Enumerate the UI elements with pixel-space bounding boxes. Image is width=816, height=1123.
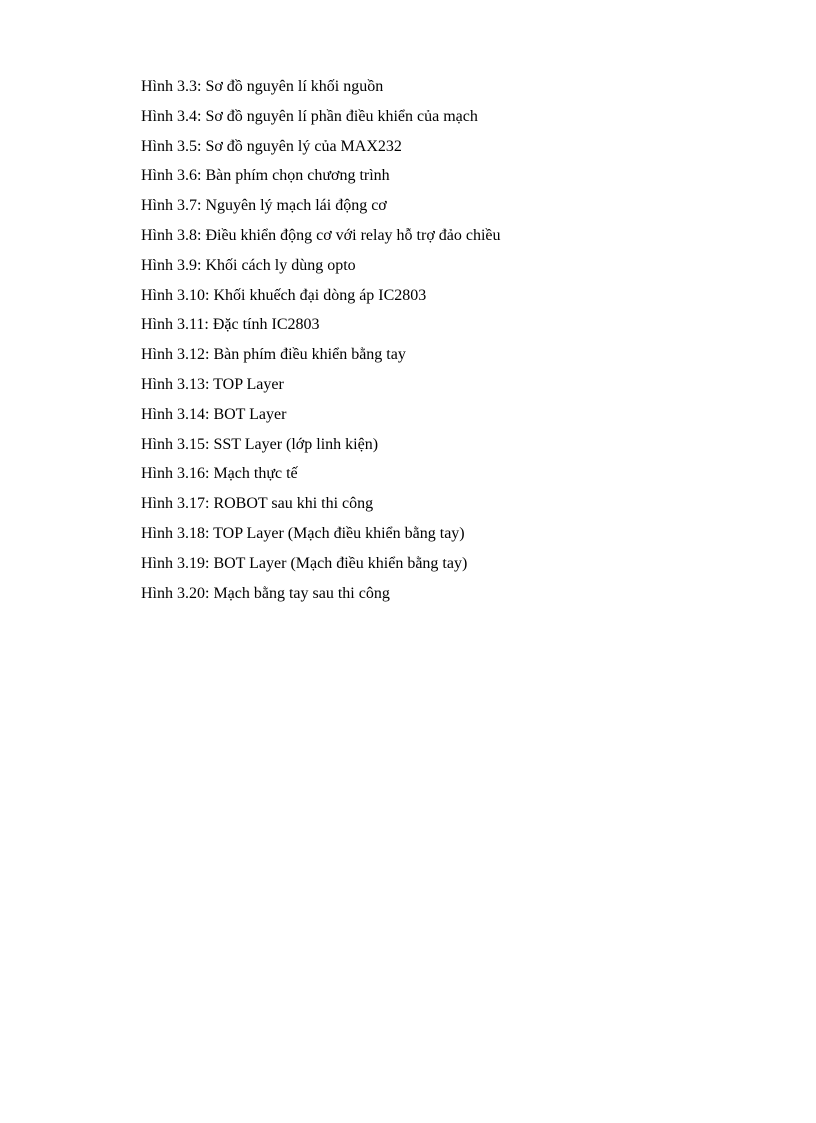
figure-entry: Hình 3.9: Khối cách ly dùng opto [141, 256, 356, 274]
figure-entry: Hình 3.7: Nguyên lý mạch lái động cơ [141, 197, 387, 215]
figure-entry: Hình 3.11: Đặc tính IC2803 [141, 316, 320, 334]
figure-entry: Hình 3.12: Bàn phím điều khiển bằng tay [141, 346, 406, 364]
figure-entry: Hình 3.18: TOP Layer (Mạch điều khiển bằng tay) [141, 524, 465, 542]
figure-entry: Hình 3.4: Sơ đồ nguyên lí phần điều khiển của mạch [141, 107, 478, 125]
figure-entry: Hình 3.19: BOT Layer (Mạch điều khiển bằng tay) [141, 554, 468, 572]
list-of-figures [141, 76, 501, 612]
figure-entry: Hình 3.8: Điều khiển động cơ với relay hỗ trợ đảo chiều [141, 226, 501, 244]
figure-entry: Hình 3.20: Mạch bằng tay sau thi công [141, 584, 390, 602]
figure-entry: Hình 3.3: Sơ đồ nguyên lí khối nguồn [141, 78, 384, 95]
figure-entry: Hình 3.6: Bàn phím chọn chương trình [141, 167, 390, 185]
figure-entry: Hình 3.13: TOP Layer [141, 375, 284, 393]
figure-entry: Hình 3.10: Khối khuếch đại dòng áp IC2803 [141, 286, 427, 304]
figure-entry: Hình 3.17: ROBOT sau khi thi công [141, 495, 374, 513]
figure-entry: Hình 3.15: SST Layer (lớp linh kiện) [141, 435, 379, 453]
figure-entry: Hình 3.14: BOT Layer [141, 405, 287, 423]
figure-entry: Hình 3.5: Sơ đồ nguyên lý của MAX232 [141, 137, 402, 155]
figure-entry: Hình 3.16: Mạch thực tế [141, 465, 298, 483]
